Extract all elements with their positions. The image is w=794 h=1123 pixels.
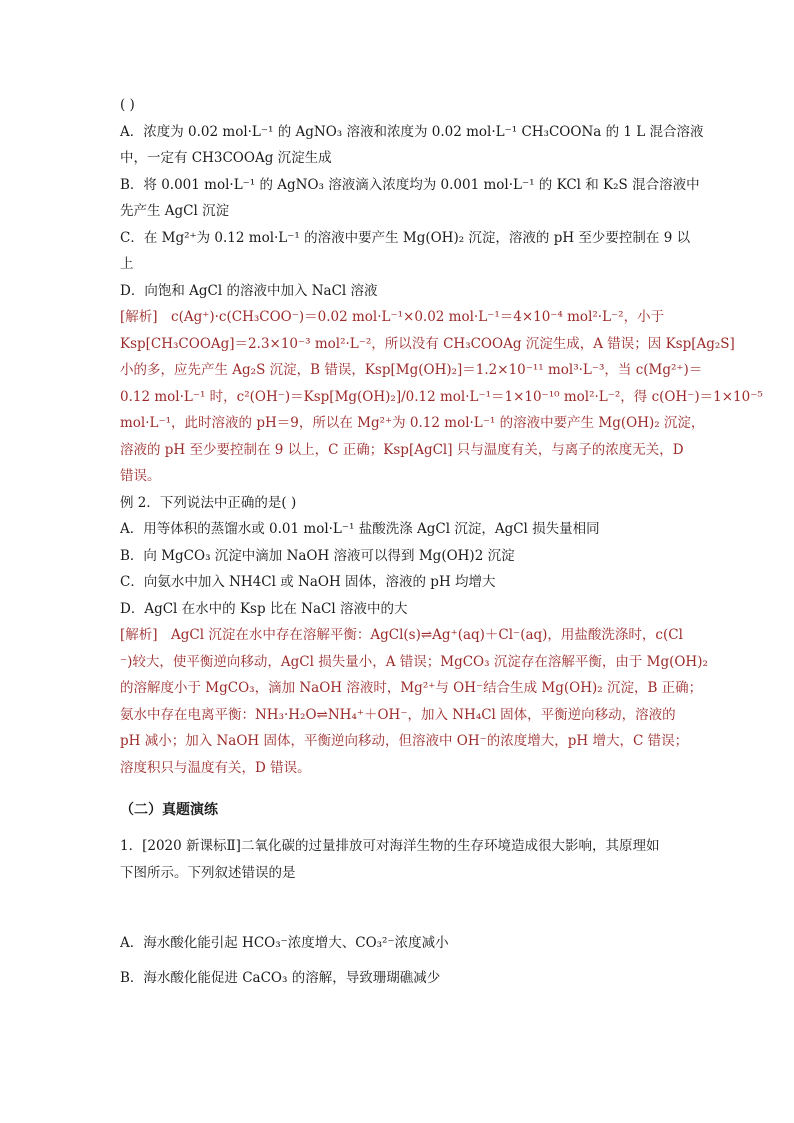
example-2-option-d: D．AgCl 在水中的 Ksp 比在 NaCl 溶液中的大 [120,600,408,617]
answer-bracket: ( ) [120,97,135,113]
option-a-line2: 中，一定有 CH3COOAg 沉淀生成 [120,150,332,166]
analysis-block-2 [120,622,708,781]
document-page [120,92,763,991]
example-2-option-c: C．向氨水中加入 NH4Cl 或 NaOH 固体，溶液的 pH 均增大 [120,574,496,590]
analysis-block-1 [120,304,763,490]
analysis-line: [解析] AgCl 沉淀在水中存在溶解平衡：AgCl(s)⇌Ag⁺(aq)＋Cl⁻(aq)，用盐酸洗涤时，c(Cl [120,627,683,643]
option-b-line1: B．将 0.001 mol·L⁻¹ 的 AgNO₃ 溶液滴入浓度均为 0.001 mol·L⁻¹ 的 KCl 和 K₂S 混合溶液中 [120,176,700,193]
question-1-option-b: B．海水酸化能促进 CaCO₃ 的溶解，导致珊瑚礁减少 [120,969,441,986]
analysis-line: [解析] c(Ag⁺)·c(CH₃COO⁻)＝0.02 mol·L⁻¹×0.02 mol·L⁻¹＝4×10⁻⁴ mol²·L⁻²，小于 [120,309,665,325]
example-2-option-a: A．用等体积的蒸馏水或 0.01 mol·L⁻¹ 盐酸洗涤 AgCl 沉淀，AgCl 损失量相同 [120,521,600,537]
example-2-option-b: B．向 MgCO₃ 沉淀中滴加 NaOH 溶液可以得到 Mg(OH)2 沉淀 [120,547,515,564]
option-b-line2: 先产生 AgCl 沉淀 [120,203,230,219]
option-c-line2: 上 [120,256,134,272]
analysis-line: ⁻)较大，使平衡逆向移动，AgCl 损失量小，A 错误；MgCO₃ 沉淀存在溶解平衡，由于 Mg(OH)₂ [120,653,708,670]
option-d: D．向饱和 AgCl 的溶液中加入 NaCl 溶液 [120,282,378,299]
analysis-line: mol·L⁻¹，此时溶液的 pH＝9，所以在 Mg²⁺为 0.12 mol·L⁻¹ 的溶液中要产生 Mg(OH)₂ 沉淀， [120,415,705,431]
option-c-line1: C．在 Mg²⁺为 0.12 mol·L⁻¹ 的溶液中要产生 Mg(OH)₂ 沉淀，溶液的 pH 至少要控制在 9 以 [120,229,691,246]
question-1-stem-line2: 下图所示。下列叙述错误的是 [120,864,296,881]
analysis-line: 溶度积只与温度有关，D 错误。 [120,759,311,776]
analysis-line: pH 减小；加入 NaOH 固体，平衡逆向移动，但溶液中 OH⁻的浓度增大，pH 增大，C 错误； [120,733,689,749]
analysis-line: Ksp[CH₃COOAg]＝2.3×10⁻³ mol²·L⁻²，所以没有 CH₃COOAg 沉淀生成，A 错误；因 Ksp[Ag₂S] [120,335,735,352]
example-2-title: 例 2．下列说法中正确的是( ) [120,494,297,511]
section-heading: （二）真题演练 [120,802,218,818]
analysis-line: 错误。 [120,468,161,484]
question-1-option-a: A．海水酸化能引起 HCO₃⁻浓度增大、CO₃²⁻浓度减小 [120,935,449,951]
question-1-stem-line1: 1．[2020 新课标Ⅱ]二氧化碳的过量排放可对海洋生物的生存环境造成很大影响，其原理如 [120,838,660,854]
analysis-line: 0.12 mol·L⁻¹ 时，c²(OH⁻)＝Ksp[Mg(OH)₂]/0.12 mol·L⁻¹＝1×10⁻¹⁰ mol²·L⁻²，得 c(OH⁻)＝1×10⁻⁵ [120,388,763,405]
analysis-line: 的溶解度小于 MgCO₃，滴加 NaOH 溶液时，Mg²⁺与 OH⁻结合生成 Mg(OH)₂ 沉淀，B 正确； [120,680,703,696]
analysis-line: 小的多，应先产生 Ag₂S 沉淀，B 错误，Ksp[Mg(OH)₂]＝1.2×10⁻¹¹ mol³·L⁻³，当 c(Mg²⁺)＝ [120,362,703,378]
analysis-line: 氨水中存在电离平衡：NH₃·H₂O⇌NH₄⁺＋OH⁻，加入 NH₄Cl 固体，平衡逆向移动，溶液的 [120,706,676,723]
option-a-line1: A．浓度为 0.02 mol·L⁻¹ 的 AgNO₃ 溶液和浓度为 0.02 mol·L⁻¹ CH₃COONa 的 1 L 混合溶液 [120,123,704,140]
analysis-line: 溶液的 pH 至少要控制在 9 以上，C 正确；Ksp[AgCl] 只与温度有关，与离子的浓度无关，D [120,441,684,458]
